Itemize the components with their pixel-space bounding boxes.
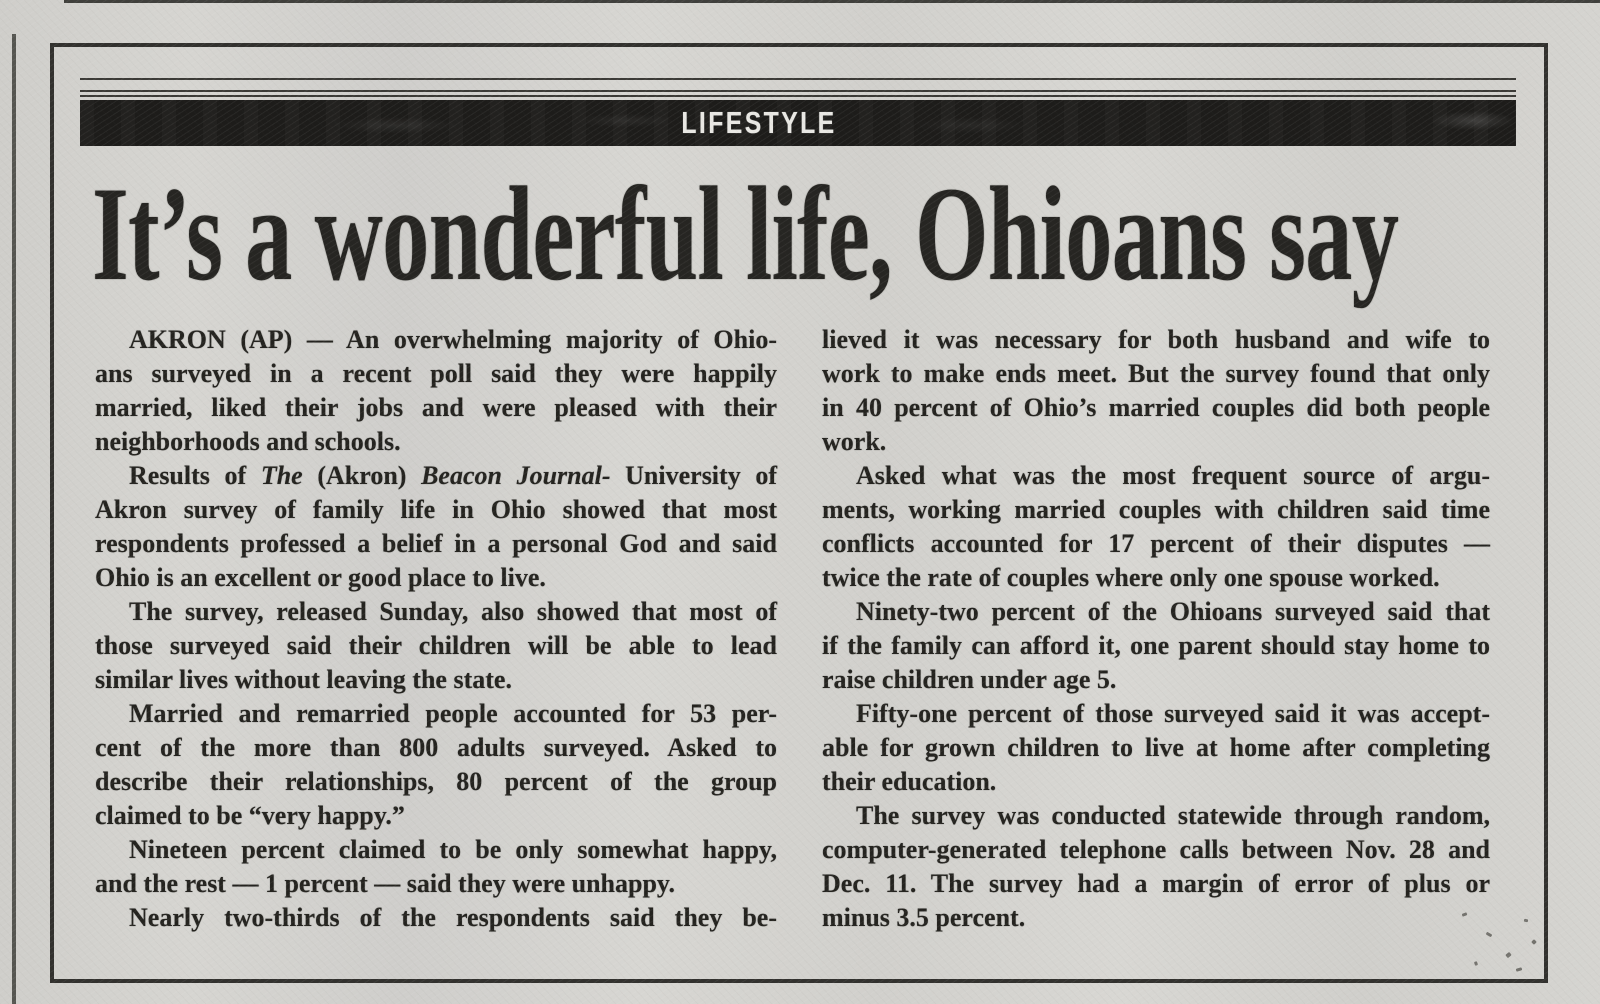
body-line: claimed to be “very happy.” [95,801,405,830]
body-line: Nineteen percent claimed to be only somewhat happy, [129,835,777,864]
body-line: ans surveyed in a recent poll said they were happily [95,359,777,388]
body-line: minus 3.5 percent. [822,903,1026,932]
article-column-right [822,323,1490,935]
body-line: Fifty-one percent of those surveyed said it was accept- [856,699,1490,728]
body-line: raise children under age 5. [822,665,1117,694]
body-line: in 40 percent of Ohio’s married couples did both people [822,393,1490,422]
body-line: Nearly two-thirds of the respondents said they be- [129,903,777,932]
body-line [95,459,777,493]
body-line: work. [822,427,887,456]
body-line: work to make ends meet. But the survey found that only [822,359,1490,388]
body-line: respondents professed a belief in a personal God and said [95,529,777,558]
body-line: Ohio is an excellent or good place to live. [95,563,546,592]
body-line: Ninety-two percent of the Ohioans surveyed said that [856,597,1490,626]
body-line: conflicts accounted for 17 percent of their disputes — [822,529,1490,558]
body-line: AKRON (AP) — An overwhelming majority of Ohio- [129,325,777,354]
text-segment: Results of [129,461,261,490]
body-line: twice the rate of couples where only one spouse worked. [822,563,1440,592]
body-line: neighborhoods and schools. [95,427,401,456]
body-line: ments, working married couples with children said time [822,495,1490,524]
headline: It’s a wonderful life, Ohioans say [92,160,1399,309]
body-line: those surveyed said their children will be able to lead [95,631,777,660]
article-frame [50,43,1548,983]
body-line: describe their relationships, 80 percent of the group [95,767,777,796]
body-line: and the rest — 1 percent — said they were unhappy. [95,869,675,898]
text-segment: (Akron) [302,461,422,490]
article-column-left [95,323,777,935]
italic-segment: The [260,461,303,490]
text-segment: University of [610,461,777,490]
body-line: their education. [822,767,997,796]
body-line: computer-generated telephone calls between Nov. 28 and [822,835,1490,864]
body-line: able for grown children to live at home after completing [822,733,1490,762]
section-label: LIFESTYLE [681,105,837,140]
body-line: cent of the more than 800 adults surveyed. Asked to [95,733,777,762]
body-line: lieved it was necessary for both husband and wife to [822,325,1490,354]
adjacent-column-rule [12,34,16,1004]
ink-speck [1524,919,1528,923]
body-line: Married and remarried people accounted for 53 per- [129,699,777,728]
italic-segment: Beacon Journal- [421,461,611,490]
body-line: Asked what was the most frequent source of argu- [856,461,1490,490]
top-edge-rule [64,0,1600,3]
body-line: The survey was conducted statewide through random, [856,801,1490,830]
body-line: The survey, released Sunday, also showed that most of [129,597,777,626]
body-line: Dec. 11. The survey had a margin of error of plus or [822,869,1490,898]
body-line: married, liked their jobs and were pleased with their [95,393,777,422]
article-body [54,47,1544,979]
body-line: Akron survey of family life in Ohio showed that most [95,495,777,524]
body-line: if the family can afford it, one parent should stay home to [822,631,1490,660]
body-line: similar lives without leaving the state. [95,665,512,694]
